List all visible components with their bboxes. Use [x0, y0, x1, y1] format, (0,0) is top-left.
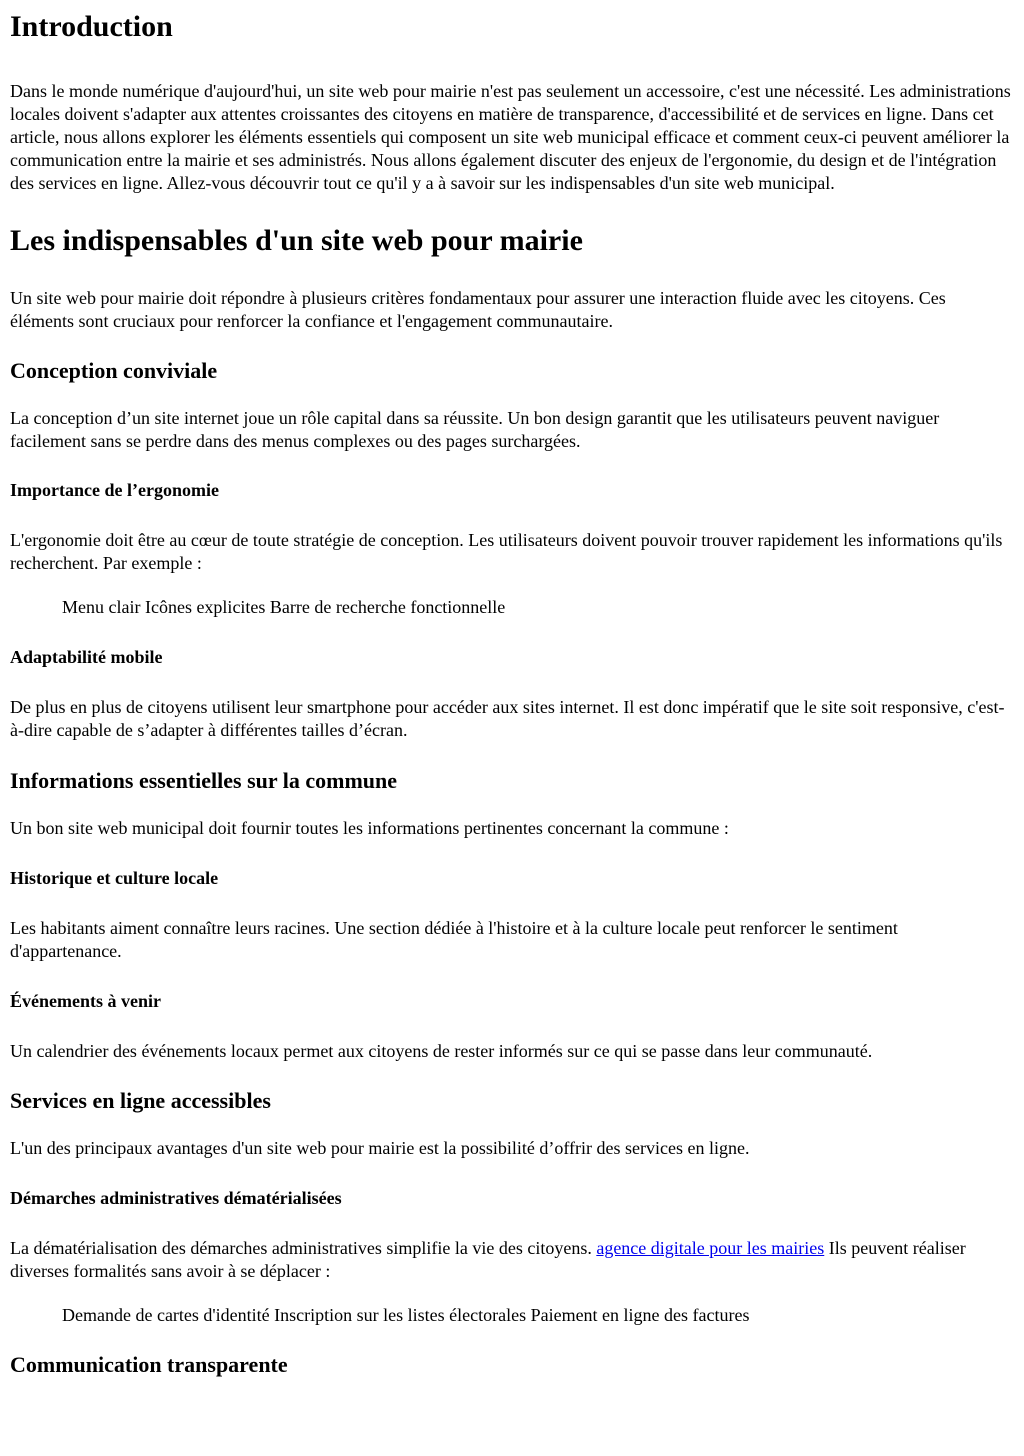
heading-services: Services en ligne accessibles [10, 1088, 271, 1113]
paragraph-historique: Les habitants aiment connaître leurs racines. Une section dédiée à l'histoire et à la culture locale peut renforcer le sentiment d'appartenance. [10, 918, 898, 961]
paragraph-informations: Un bon site web municipal doit fournir toutes les informations pertinentes concernant la commune : [10, 818, 729, 838]
article [0, 10, 1024, 1378]
paragraph-demarches-text-after: Ils peuvent réaliser diverses formalités sans avoir à se déplacer : [10, 1238, 966, 1281]
heading-communication: Communication transparente [10, 1352, 288, 1377]
paragraph-adaptabilite-mobile: De plus en plus de citoyens utilisent leur smartphone pour accéder aux sites internet. Il est donc impératif que le site soit responsive, c'est-à-dire capable de s’adapter à différentes tailles d’écran. [10, 697, 1005, 740]
heading-historique: Historique et culture locale [10, 868, 219, 888]
heading-informations: Informations essentielles sur la commune [10, 768, 398, 793]
heading-indispensables: Les indispensables d'un site web pour mairie [10, 224, 583, 257]
heading-ergonomie: Importance de l’ergonomie [10, 480, 219, 500]
paragraph-conception: La conception d’un site internet joue un rôle capital dans sa réussite. Un bon design garantit que les utilisateurs peuvent naviguer facilement sans se perdre dans des menus complexes ou des pages surchargées. [10, 408, 940, 451]
agence-digitale-link[interactable]: agence digitale pour les mairies [596, 1238, 825, 1258]
heading-introduction: Introduction [10, 10, 173, 43]
paragraph-evenements: Un calendrier des événements locaux permet aux citoyens de rester informés sur ce qui se passe dans leur communauté. [10, 1041, 873, 1061]
heading-conception: Conception conviviale [10, 358, 218, 383]
paragraph-demarches [10, 1237, 1014, 1283]
heading-demarches: Démarches administratives dématérialisées [10, 1188, 342, 1208]
paragraph-demarches-text-before: La dématérialisation des démarches administratives simplifie la vie des citoyens. [10, 1238, 597, 1258]
list-demarches: Demande de cartes d'identité Inscription sur les listes électorales Paiement en ligne des factures [62, 1305, 750, 1325]
list-ergonomie: Menu clair Icônes explicites Barre de recherche fonctionnelle [62, 597, 506, 617]
paragraph-ergonomie: L'ergonomie doit être au cœur de toute stratégie de conception. Les utilisateurs doivent pouvoir trouver rapidement les informations qu'ils recherchent. Par exemple : [10, 530, 1003, 573]
paragraph-introduction: Dans le monde numérique d'aujourd'hui, un site web pour mairie n'est pas seulement un accessoire, c'est une nécessité. Les administrations locales doivent s'adapter aux attentes croissantes des citoyens en matière de transparence, d'accessibilité et de services en ligne. Dans cet article, nous allons explorer les éléments essentiels qui composent un site web municipal efficace et comment ceux-ci peuvent améliorer la communication entre la mairie et ses administrés. Nous allons également discuter des enjeux de l'ergonomie, du design et de l'intégration des services en ligne. Allez-vous découvrir tout ce qu'il y a à savoir sur les indispensables d'un site web municipal. [10, 81, 1011, 193]
paragraph-indispensables: Un site web pour mairie doit répondre à plusieurs critères fondamentaux pour assurer une interaction fluide avec les citoyens. Ces éléments sont cruciaux pour renforcer la confiance et l'engagement communautaire. [10, 288, 946, 331]
heading-evenements: Événements à venir [10, 991, 161, 1011]
heading-adaptabilite-mobile: Adaptabilité mobile [10, 647, 163, 667]
paragraph-services: L'un des principaux avantages d'un site web pour mairie est la possibilité d’offrir des services en ligne. [10, 1138, 750, 1158]
